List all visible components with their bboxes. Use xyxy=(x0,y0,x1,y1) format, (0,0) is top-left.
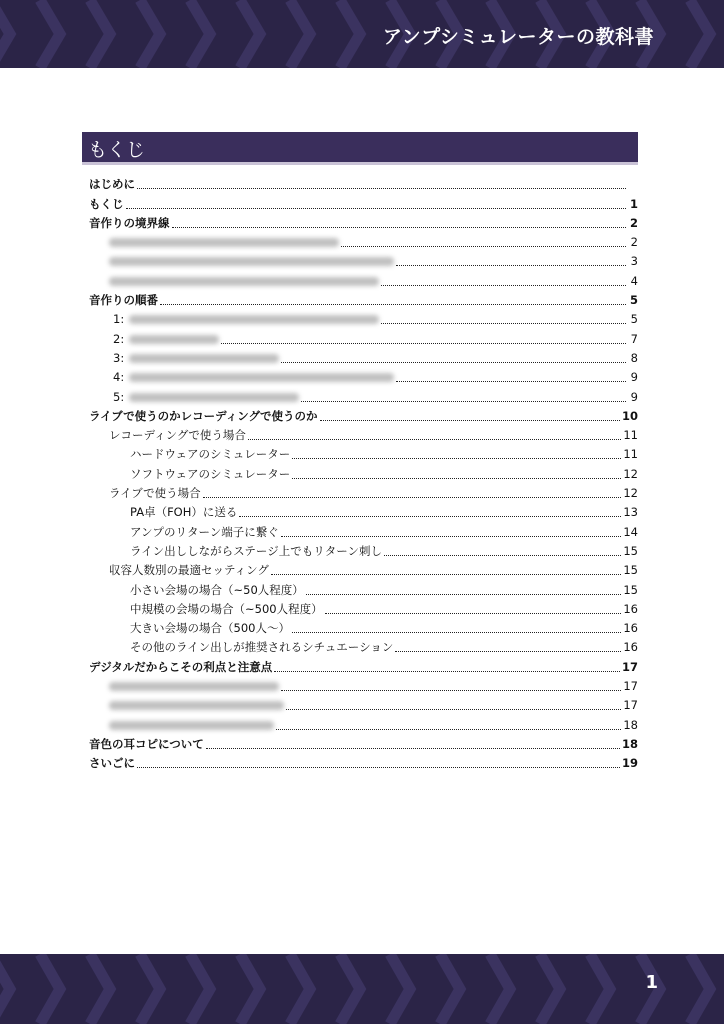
toc-entry[interactable] xyxy=(89,600,638,619)
toc-entry[interactable] xyxy=(89,754,638,773)
toc-entry[interactable] xyxy=(89,580,638,599)
toc-entry-title: 音作りの順番 xyxy=(89,293,158,308)
table-of-contents xyxy=(89,175,638,773)
toc-entry[interactable] xyxy=(89,349,638,368)
toc-entry-page: 11 xyxy=(623,447,638,462)
toc-entry-page: 11 xyxy=(623,428,638,443)
toc-entry-title: ライブで使う場合 xyxy=(109,486,201,501)
toc-entry[interactable] xyxy=(89,464,638,483)
toc-entry-page: 8 xyxy=(630,350,638,365)
dot-leader xyxy=(292,632,621,633)
toc-entry[interactable] xyxy=(89,329,638,348)
toc-heading-label: もくじ xyxy=(88,139,146,161)
toc-entry-title: デジタルだからこその利点と注意点 xyxy=(89,659,273,674)
toc-entry-page: 2 xyxy=(630,235,638,250)
dot-leader xyxy=(292,478,621,479)
dot-leader xyxy=(271,574,622,575)
toc-entry[interactable] xyxy=(89,542,638,561)
toc-entry-title: PA卓（FOH）に送る xyxy=(130,505,238,520)
redacted-title xyxy=(129,335,219,344)
toc-entry-title: 音色の耳コピについて xyxy=(89,736,204,751)
toc-entry-number: 4: xyxy=(113,370,125,385)
page-number: 1 xyxy=(645,972,658,993)
toc-entry-page: 18 xyxy=(623,717,638,732)
toc-entry[interactable] xyxy=(89,291,638,310)
redacted-title xyxy=(129,354,279,363)
toc-entry[interactable] xyxy=(89,638,638,657)
dot-leader xyxy=(206,748,620,749)
toc-entry-title: その他のライン出しが推奨されるシチュエーション xyxy=(130,640,394,655)
toc-entry-page: 9 xyxy=(630,389,638,404)
dot-leader xyxy=(137,188,626,189)
toc-entry-page: 12 xyxy=(623,466,638,481)
toc-entry-page: 17 xyxy=(623,698,638,713)
dot-leader xyxy=(325,613,622,614)
toc-entry[interactable] xyxy=(89,715,638,734)
toc-entry[interactable] xyxy=(89,194,638,213)
toc-entry-page: 5 xyxy=(630,312,638,327)
redacted-title xyxy=(109,238,339,247)
toc-entry-page: 15 xyxy=(623,563,638,578)
toc-entry[interactable] xyxy=(89,657,638,676)
toc-entry-title: レコーディングで使う場合 xyxy=(109,428,246,443)
dot-leader xyxy=(203,497,622,498)
dot-leader xyxy=(301,401,626,402)
toc-entry[interactable] xyxy=(89,252,638,271)
toc-entry-page: 15 xyxy=(623,582,638,597)
toc-entry-title: 音作りの境界線 xyxy=(89,215,170,230)
toc-entry[interactable] xyxy=(89,310,638,329)
toc-entry-page: 19 xyxy=(621,756,638,771)
dot-leader xyxy=(276,729,621,730)
dot-leader xyxy=(274,671,620,672)
toc-entry-page: 2 xyxy=(629,215,638,230)
toc-entry-page: 16 xyxy=(623,601,638,616)
toc-entry-page: 16 xyxy=(623,640,638,655)
dot-leader xyxy=(384,555,621,556)
toc-entry-title: 収容人数別の最適セッティング xyxy=(109,563,269,578)
toc-entry-title: 大きい会場の場合（500人～） xyxy=(130,621,290,636)
dot-leader xyxy=(160,304,626,305)
header-title: アンプシミュレーターの教科書 xyxy=(382,26,654,48)
redacted-title xyxy=(129,315,379,324)
dot-leader xyxy=(381,323,626,324)
toc-entry[interactable] xyxy=(89,735,638,754)
toc-entry-page: 18 xyxy=(621,736,638,751)
toc-entry-page: 17 xyxy=(623,679,638,694)
toc-entry-title: ライブで使うのかレコーディングで使うのか xyxy=(89,408,318,423)
dot-leader xyxy=(320,420,620,421)
toc-entry-page: 13 xyxy=(623,505,638,520)
toc-entry-number: 5: xyxy=(113,389,125,404)
toc-entry[interactable] xyxy=(89,426,638,445)
toc-entry[interactable] xyxy=(89,175,638,194)
toc-entry-page: 5 xyxy=(629,293,638,308)
toc-entry-title: 中規模の会場の場合（~500人程度） xyxy=(130,601,323,616)
toc-entry-page: 12 xyxy=(623,486,638,501)
toc-entry[interactable] xyxy=(89,233,638,252)
toc-entry[interactable] xyxy=(89,368,638,387)
redacted-title xyxy=(109,721,274,730)
toc-entry-page: 3 xyxy=(630,254,638,269)
redacted-title xyxy=(109,682,279,691)
redacted-title xyxy=(109,277,379,286)
header-band xyxy=(0,0,724,68)
dot-leader xyxy=(172,227,627,228)
dot-leader xyxy=(281,536,622,537)
toc-entry[interactable] xyxy=(89,677,638,696)
toc-entry-title: もくじ xyxy=(89,196,124,211)
toc-entry-title: ライン出ししながらステージ上でもリターン刺し xyxy=(130,543,382,558)
toc-entry-page: 14 xyxy=(623,524,638,539)
footer-band xyxy=(0,954,724,1024)
dot-leader xyxy=(292,458,621,459)
toc-entry-page: 10 xyxy=(621,408,638,423)
toc-entry-title: アンプのリターン端子に繋ぐ xyxy=(130,524,279,539)
toc-entry[interactable] xyxy=(89,387,638,406)
redacted-title xyxy=(129,373,394,382)
dot-leader xyxy=(395,651,621,652)
toc-heading xyxy=(82,132,638,165)
dot-leader xyxy=(248,439,622,440)
redacted-title xyxy=(129,393,299,402)
toc-entry-page: 15 xyxy=(623,543,638,558)
toc-entry-page: 16 xyxy=(623,621,638,636)
toc-entry-number: 3: xyxy=(113,350,125,365)
toc-entry-page: 4 xyxy=(630,273,638,288)
dot-leader xyxy=(396,265,626,266)
toc-entry-title: ソフトウェアのシミュレーター xyxy=(130,466,291,481)
toc-entry-title: さいごに xyxy=(89,756,135,771)
toc-entry[interactable] xyxy=(89,214,638,233)
dot-leader xyxy=(381,285,626,286)
dot-leader xyxy=(306,594,622,595)
dot-leader xyxy=(396,381,626,382)
toc-entry-page: 1 xyxy=(629,196,638,211)
redacted-title xyxy=(109,701,284,710)
toc-entry-title: はじめに xyxy=(89,177,135,192)
toc-entry-number: 2: xyxy=(113,331,125,346)
toc-entry-title: 小さい会場の場合（~50人程度） xyxy=(130,582,304,597)
toc-entry-page: 9 xyxy=(630,370,638,385)
dot-leader xyxy=(341,246,626,247)
dot-leader xyxy=(281,690,621,691)
dot-leader xyxy=(286,709,621,710)
toc-entry-title: ハードウェアのシミュレーター xyxy=(130,447,291,462)
dot-leader xyxy=(221,343,626,344)
toc-entry[interactable] xyxy=(89,484,638,503)
dot-leader xyxy=(126,208,627,209)
redacted-title xyxy=(109,257,394,266)
toc-entry-page: 7 xyxy=(630,331,638,346)
toc-entry[interactable] xyxy=(89,445,638,464)
dot-leader xyxy=(137,767,620,768)
toc-entry[interactable] xyxy=(89,696,638,715)
toc-entry[interactable] xyxy=(89,407,638,426)
chevron-pattern xyxy=(0,954,724,1024)
toc-entry-page: 17 xyxy=(621,659,638,674)
toc-entry-number: 1: xyxy=(113,312,125,327)
toc-entry[interactable] xyxy=(89,619,638,638)
dot-leader xyxy=(239,516,621,517)
toc-entry[interactable] xyxy=(89,271,638,290)
dot-leader xyxy=(281,362,626,363)
toc-entry[interactable] xyxy=(89,503,638,522)
toc-entry[interactable] xyxy=(89,561,638,580)
toc-entry[interactable] xyxy=(89,522,638,541)
